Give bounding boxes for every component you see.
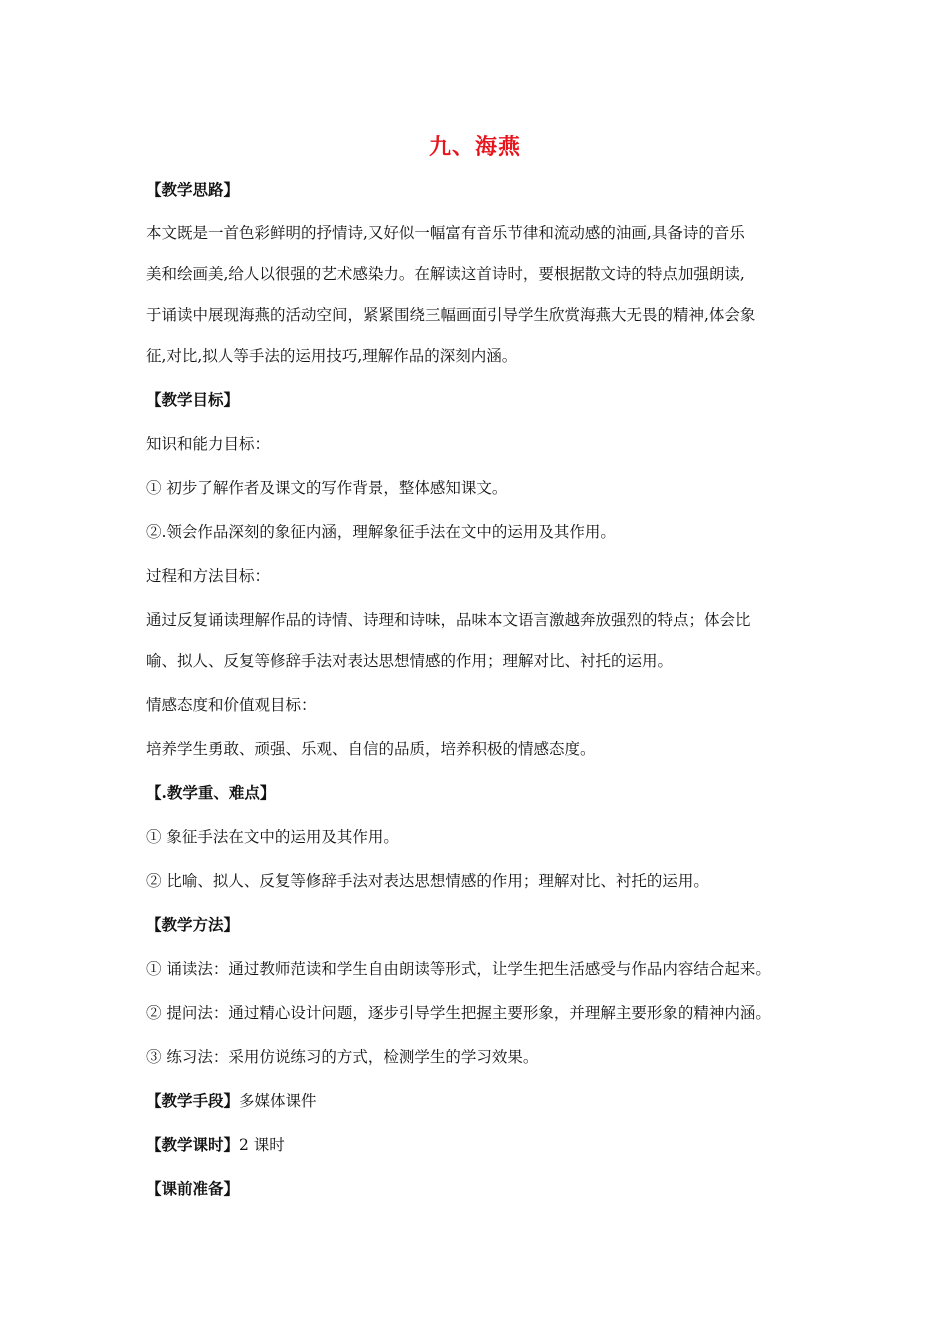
knowledge-item: ① 初步了解作者及课文的写作背景，整体感知课文。 [146, 479, 508, 497]
emotion-label: 情感态度和价值观目标： [146, 696, 317, 714]
hours-heading: 【教学课时】 [146, 1135, 240, 1154]
process-label: 过程和方法目标： [146, 567, 271, 585]
methods-heading: 【教学方法】 [146, 915, 240, 934]
thinking-line: 本文既是一首色彩鲜明的抒情诗,又好似一幅富有音乐节律和流动感的油画,具备诗的音乐 [146, 224, 745, 242]
goals-heading: 【教学目标】 [146, 390, 240, 409]
prep-heading: 【课前准备】 [146, 1179, 240, 1198]
process-line: 通过反复诵读理解作品的诗情、诗理和诗味，品味本文语言激越奔放强烈的特点；体会比 [146, 611, 751, 629]
key-point-item: ② 比喻、拟人、反复等修辞手法对表达思想情感的作用；理解对比、衬托的运用。 [146, 872, 709, 890]
method-item: ① 诵读法：通过教师范读和学生自由朗读等形式，让学生把生活感受与作品内容结合起来。 [146, 960, 771, 978]
key-point-item: ① 象征手法在文中的运用及其作用。 [146, 828, 399, 846]
page-title: 九、海燕 [428, 134, 521, 160]
hours-text: 2 课时 [239, 1136, 285, 1154]
knowledge-label: 知识和能力目标： [146, 435, 271, 453]
thinking-line: 征,对比,拟人等手法的运用技巧,理解作品的深刻内涵。 [146, 347, 518, 365]
means-text: 多媒体课件 [239, 1092, 317, 1110]
key-points-heading: 【.教学重、难点】 [146, 783, 276, 802]
thinking-line: 美和绘画美,给人以很强的艺术感染力。在解读这首诗时，要根据散文诗的特点加强朗读, [146, 265, 745, 283]
thinking-line: 于诵读中展现海燕的活动空间，紧紧围绕三幅画面引导学生欣赏海燕大无畏的精神,体会象 [146, 306, 756, 324]
process-line: 喻、拟人、反复等修辞手法对表达思想情感的作用；理解对比、衬托的运用。 [146, 652, 674, 670]
knowledge-item: ②.领会作品深刻的象征内涵，理解象征手法在文中的运用及其作用。 [146, 523, 616, 541]
method-item: ③ 练习法：采用仿说练习的方式，检测学生的学习效果。 [146, 1048, 539, 1066]
thinking-heading: 【教学思路】 [146, 180, 240, 199]
means-heading: 【教学手段】 [146, 1091, 240, 1110]
means-row [146, 1091, 317, 1111]
emotion-text: 培养学生勇敢、顽强、乐观、自信的品质，培养积极的情感态度。 [146, 740, 596, 758]
hours-row [146, 1135, 285, 1155]
method-item: ② 提问法：通过精心设计问题，逐步引导学生把握主要形象，并理解主要形象的精神内涵。 [146, 1004, 771, 1022]
